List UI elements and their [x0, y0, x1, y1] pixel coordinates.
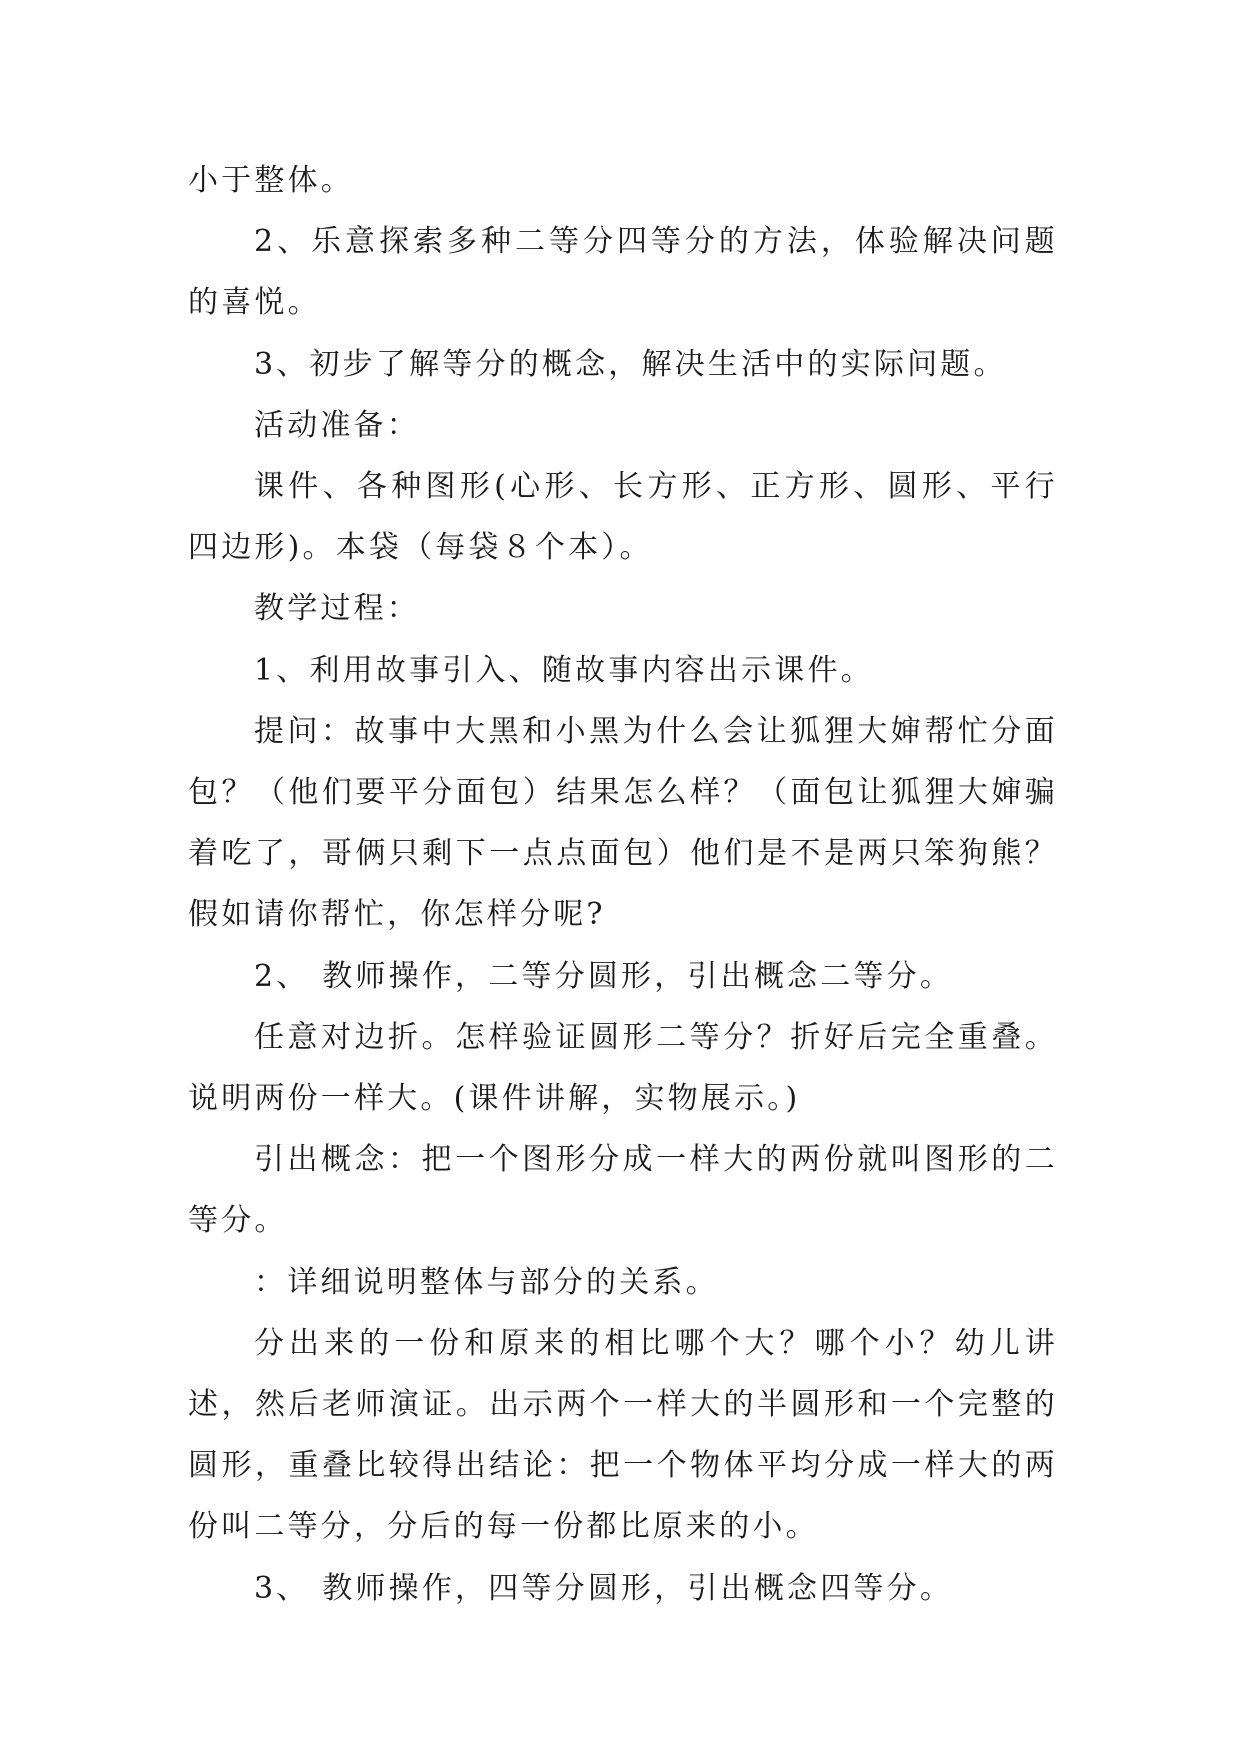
paragraph-step-2: 2、 教师操作，二等分圆形，引出概念二等分。: [254, 958, 954, 994]
paragraph-comparison: 分出来的一份和原来的相比哪个大？哪个小？幼儿讲述，然后老师演证。出示两个一样大的半圆形和一个完整的圆形，重叠比较得出结论：把一个物体平均分成一样大的两份叫二等分，分后的每一份都比原来的小。: [188, 1325, 1058, 1545]
paragraph-fold-verify: 任意对边折。怎样验证圆形二等分？折好后完全重叠。说明两份一样大。(课件讲解，实物展示。): [188, 1019, 1058, 1117]
heading-activity-preparation: 活动准备：: [254, 407, 420, 443]
paragraph-concept-halves: 引出概念：把一个图形分成一样大的两份就叫图形的二等分。: [188, 1142, 1058, 1239]
heading-teaching-process: 教学过程：: [254, 591, 420, 627]
paragraph-whole-part: ：详细说明整体与部分的关系。: [254, 1264, 719, 1300]
paragraph-continuation: 小于整体。: [188, 163, 354, 198]
paragraph-materials: 课件、各种图形(心形、长方形、正方形、圆形、平行四边形)。本袋（每袋８个本）。: [188, 469, 1058, 566]
paragraph-questions: 提问：故事中大黑和小黑为什么会让狐狸大婶帮忙分面包？（他们要平分面包）结果怎么样？（面包让狐狸大婶骗着吃了，哥俩只剩下一点点面包）他们是不是两只笨狗熊？假如请你帮忙，你怎样分呢?: [188, 713, 1058, 933]
paragraph-goal-2: 2、乐意探索多种二等分四等分的方法，体验解决问题的喜悦。: [188, 224, 1058, 321]
document-body: [188, 150, 1058, 1619]
paragraph-step-1: 1、利用故事引入、随故事内容出示课件。: [254, 652, 874, 688]
paragraph-goal-3: 3、初步了解等分的概念，解决生活中的实际问题。: [254, 346, 1007, 382]
paragraph-step-3: 3、 教师操作，四等分圆形，引出概念四等分。: [254, 1570, 954, 1606]
